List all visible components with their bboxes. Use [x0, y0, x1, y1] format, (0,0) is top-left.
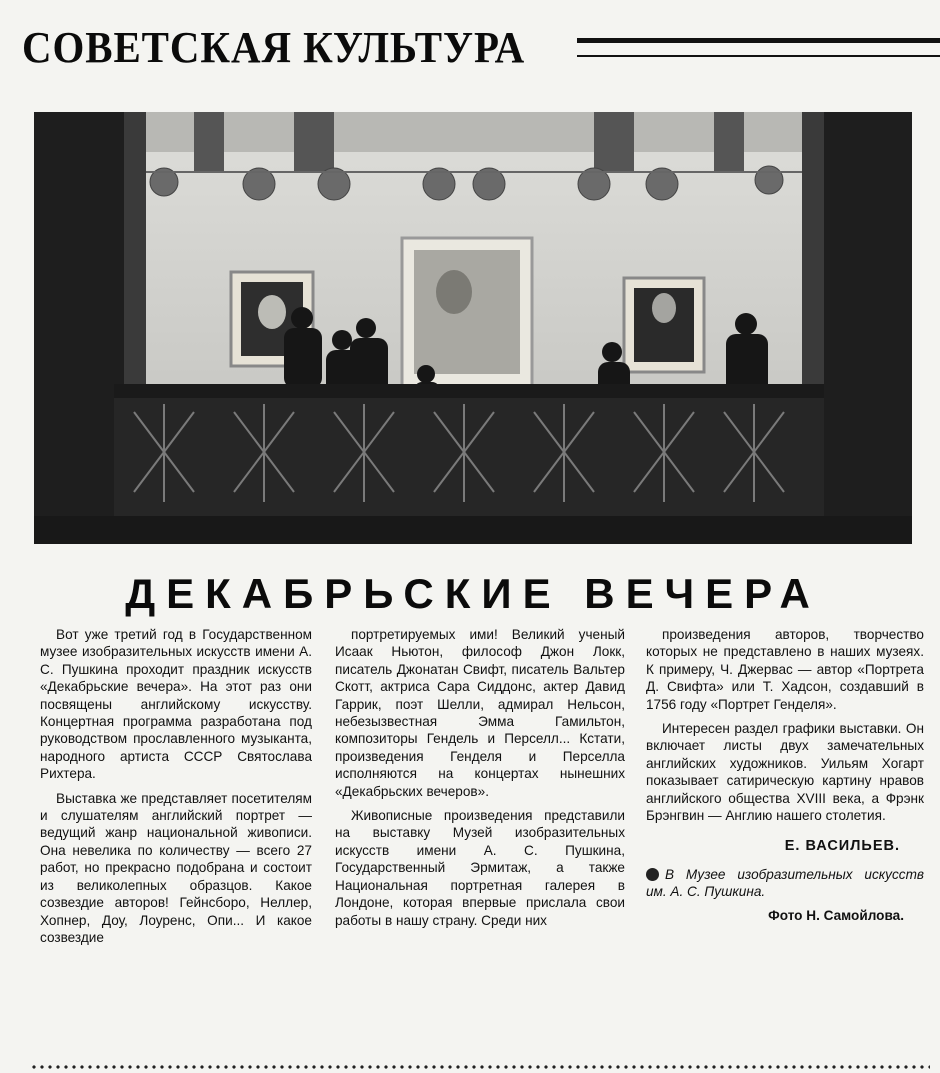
masthead-rule	[577, 38, 940, 57]
newspaper-title: СОВЕТСКАЯ КУЛЬТУРА	[22, 22, 526, 72]
exhibition-hall-photo	[34, 112, 912, 544]
article-column-3	[646, 626, 924, 1056]
article-column-2	[335, 626, 625, 1056]
photo-credit: Фото Н. Самойлова.	[768, 907, 904, 923]
caption-text: В Музее изобразительных искусств им. А. С. Пушкина.	[646, 866, 924, 900]
bottom-dotted-rule	[30, 1064, 930, 1070]
paragraph: произведения авторов, творчество которых не представлено в наших музеях. К примеру, Ч. Джервас — автор «Портрета Д. Свифта» или Т. Хадсон, создавший в 1756 году «Портрет Генделя».	[646, 627, 924, 712]
paragraph: Живописные произведения представили на выставку Музей изобразительных искусств имени А. С. Пушкина, Государственный Эрмитаж, а также Национальная портретная галерея в Лондоне, которая впервые прислала свои работы в нашу страну. Среди них	[335, 808, 625, 928]
bullet-icon	[646, 868, 659, 881]
paragraph: Выставка же представляет посетителям и слушателям английский портрет — ведущий жанр национальной живописи. Она невелика по количеству — всего 27 работ, но прекрасно подобрана и состоит из великолепных образцов. Какое созвездие авторов! Гейнсборо, Неллер, Хопнер, Доу, Лоуренс, Опи... И какое созвездие	[40, 790, 312, 945]
paragraph: портретируемых ими! Великий ученый Исаак Ньютон, философ Джон Локк, писатель Джонатан Свифт, писатель Вальтер Скотт, актриса Сара Сиддонс, актер Давид Гаррик, поэт Шелли, адмирал Нельсон, небезызвестная Эмма Гамильтон, композиторы Гендель и Перселл... Кстати, произведения Генделя и Перселла исполняются на концертах нынешних «Декабрьских вечеров».	[335, 627, 625, 799]
photo-caption	[646, 866, 924, 901]
article-headline: ДЕКАБРЬСКИЕ ВЕЧЕРА	[125, 570, 821, 617]
paragraph: Вот уже третий год в Государственном музее изобразительных искусств имени А. С. Пушкина проходит праздник искусств «Декабрьские вечера». На этот раз они посвящены английскому искусству. Концертная программа разработана под руководством прославленного музыканта, народного артиста СССР Святослава Рихтера.	[40, 627, 312, 782]
article-body	[0, 626, 940, 1056]
article-column-1	[40, 626, 312, 1056]
photo-illustration	[34, 112, 912, 544]
masthead	[22, 14, 940, 80]
author-signature: Е. ВАСИЛЬЕВ.	[784, 838, 900, 855]
paragraph: Интересен раздел графики выставки. Он включает листы двух замечательных английских художников. Уильям Хогарт показывает сатирическую картину нравов английского общества XVIII века, а Фрэнк Брэнгвин — Англию нашего столетия.	[646, 721, 924, 824]
